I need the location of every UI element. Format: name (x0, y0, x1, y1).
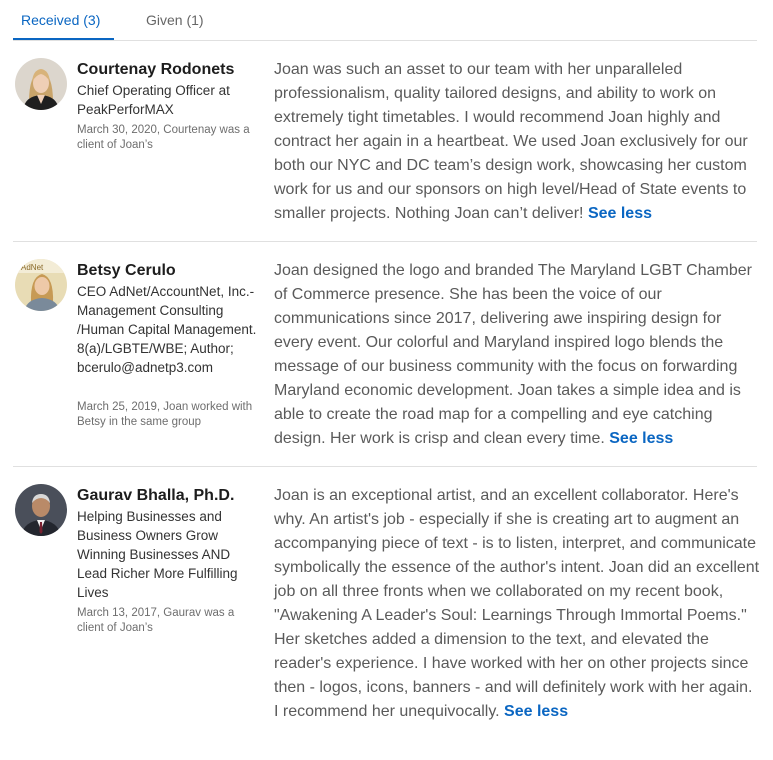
see-less-link[interactable]: See less (504, 703, 569, 720)
man-suit-avatar-icon (15, 484, 67, 536)
svg-text:AdNet: AdNet (21, 263, 44, 272)
recommender-name[interactable]: Gaurav Bhalla, Ph.D. (77, 487, 235, 504)
recommendation-meta: March 30, 2020, Courtenay was a client of Joan’s (77, 124, 250, 151)
recommendation-text-block (274, 259, 760, 451)
recommender-name[interactable]: Courtenay Rodonets (77, 61, 235, 78)
recommender-headline: CEO AdNet/AccountNet, Inc.-Management Consulting /Human Capital Management. 8(a)/LGBTE/WBE; Author; bcerulo@adnetp3.com (77, 284, 257, 375)
recommendation-text: Joan is an exceptional artist, and an excellent collaborator. Here's why. An artist's job - especially if she is creating art to augment an accompanying piece of text - is to listen, interpret, and communicate symbolically the essence of the author's intent. Joan did an excellent job on all three fronts when we collaborated on my recent book, "Awakening A Leader's Soul: Learnings Through Immortal Poems." Her sketches added a dimension to the text, and elevated the reader's experience. I have worked with her on other projects since then - logos, icons, banners - and will definitely work with her again. I recommend her unequivocally. (274, 487, 760, 720)
recommendation-meta: March 25, 2019, Joan worked with Betsy in the same group (77, 401, 253, 428)
recommender-name[interactable]: Betsy Cerulo (77, 262, 176, 279)
divider (13, 466, 757, 467)
see-less-link[interactable]: See less (609, 430, 674, 447)
avatar[interactable] (15, 58, 67, 110)
recommender-headline: Helping Businesses and Business Owners Grow Winning Businesses AND Lead Richer More Fulfilling Lives (77, 509, 238, 600)
woman-blonde-avatar-icon (15, 58, 67, 110)
tab-given[interactable]: Given (1) (146, 12, 204, 28)
woman-adnet-avatar-icon (15, 259, 67, 311)
recommendation-text-block (274, 58, 760, 226)
recommendation-text: Joan was such an asset to our team with her unparalleled professionalism, quality tailored designs, and ability to work on extremely tight timetables. I would recommend Joan highly and contract her again in a heartbeat. We used Joan exclusively for our both our NYC and DC team’s design work, showcasing her custom work for us and our sponsors on high level/Head of State events to smaller projects. Nothing Joan can’t deliver! (274, 61, 748, 222)
recommendation-text-block (274, 484, 760, 724)
divider (13, 241, 757, 242)
see-less-link[interactable]: See less (587, 205, 652, 222)
recommendation-tabs (13, 0, 757, 41)
avatar[interactable] (15, 484, 67, 536)
recommendation-text: Joan designed the logo and branded The Maryland LGBT Chamber of Commerce presence. She has been the voice of our communications since 2017, delivering awe inspiring design for every event. Our colorful and Maryland inspired logo blends the message of our business community with the focus on forwarding Maryland economic development. Joan takes a simple idea and is able to create the road map for a compelling and eye catching design. Her work is crisp and clean every time. (274, 262, 752, 447)
tab-received[interactable]: Received (3) (21, 12, 101, 28)
avatar[interactable] (15, 259, 67, 311)
recommendation-meta: March 13, 2017, Gaurav was a client of Joan’s (77, 607, 235, 634)
active-tab-indicator (13, 38, 114, 40)
recommender-headline: Chief Operating Officer at PeakPerforMAX (77, 83, 230, 117)
